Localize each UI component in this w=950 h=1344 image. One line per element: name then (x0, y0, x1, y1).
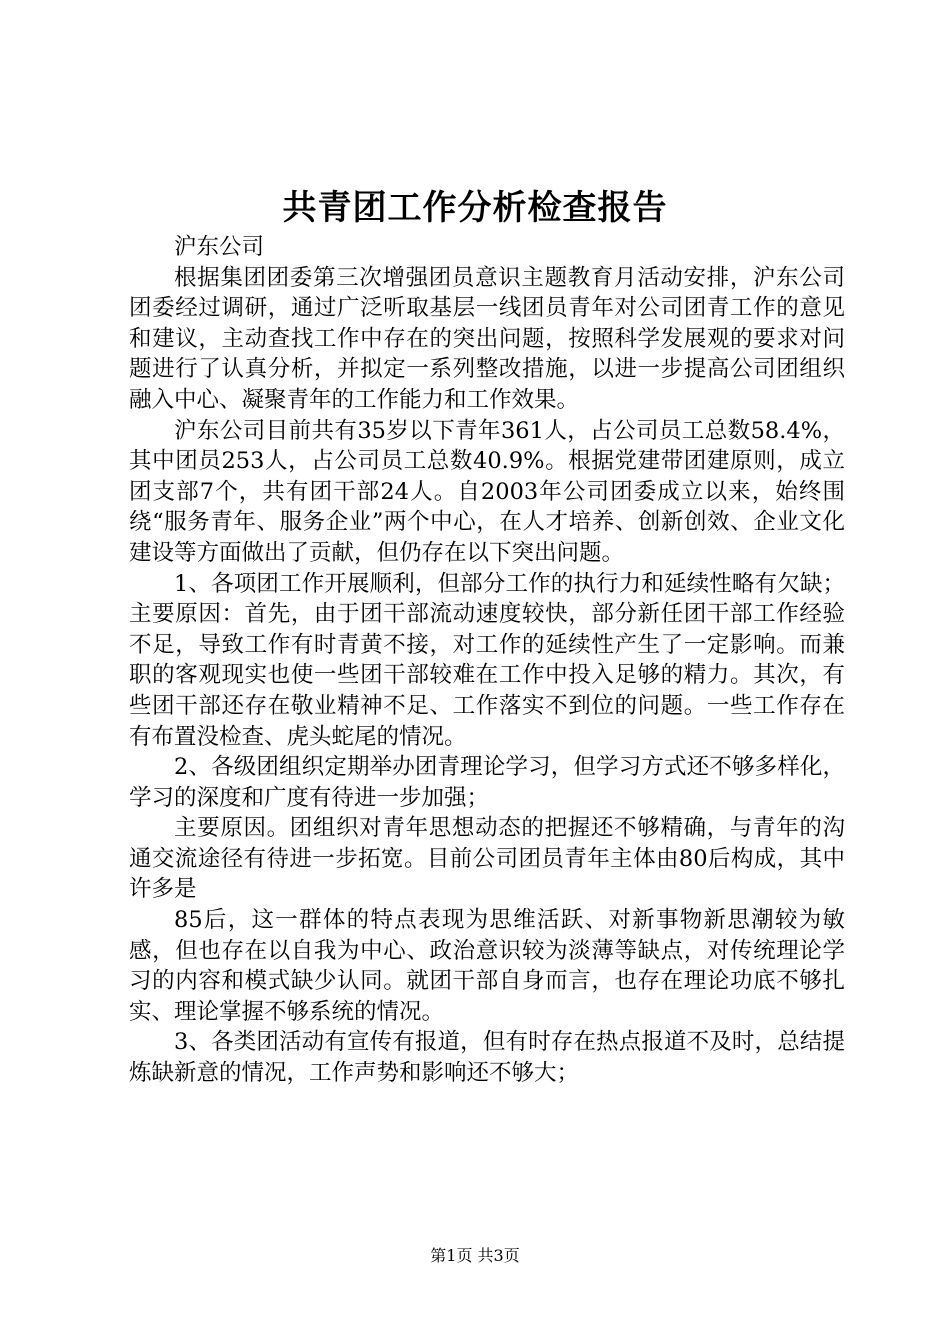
paragraph-issue-3: 3、各类团活动有宣传有报道，但有时存在热点报道不及时，总结提炼缺新意的情况，工作声势和影响还不够大； (129, 1029, 845, 1087)
paragraph-intro: 根据集团团委第三次增强团员意识主题教育月活动安排，沪东公司团委经过调研，通过广泛听取基层一线团员青年对公司团青工作的意见和建议，主动查找工作中存在的突出问题，按照科学发展观的要求对问题进行了认真分析，并拟定一系列整改措施，以进一步提高公司团组织融入中心、凝聚青年的工作能力和工作效果。 (129, 264, 845, 413)
document-title: 共青团工作分析检查报告 (282, 188, 668, 228)
paragraph-issue-1: 1、各项团工作开展顺利，但部分工作的执行力和延续性略有欠缺；主要原因：首先，由于团干部流动速度较快，部分新任团干部工作经验不足，导致工作有时青黄不接，对工作的延续性产生了一定影响。而兼职的客观现实也使一些团干部较难在工作中投入足够的精力。其次，有些团干部还存在敬业精神不足、工作落实不到位的问题。一些工作存在有布置没检查、虎头蛇尾的情况。 (129, 570, 845, 750)
paragraph-issue-2-detail: 85后，这一群体的特点表现为思维活跃、对新事物新思潮较为敏感，但也存在以自我为中心、政治意识较为淡薄等缺点，对传统理论学习的内容和模式缺少认同。就团干部自身而言，也存在理论功底不够扎实、理论掌握不够系统的情况。 (129, 907, 845, 1025)
paragraph-company: 沪东公司 (174, 234, 265, 260)
paragraph-overview: 沪东公司目前共有35岁以下青年361人，占公司员工总数58.4%，其中团员253人，占公司员工总数40.9%。根据党建带团建原则，成立团支部7个，共有团干部24人。自2003年公司团委成立以来，始终围绕“服务青年、服务企业”两个中心，在人才培养、创新创效、企业文化建设等方面做出了贡献，但仍存在以下突出问题。 (129, 417, 845, 566)
paragraph-issue-2-reason: 主要原因。团组织对青年思想动态的把握还不够精确，与青年的沟通交流途径有待进一步拓宽。目前公司团员青年主体由80后构成，其中许多是 (129, 815, 845, 903)
document-body (129, 232, 845, 1089)
page-footer: 第1页 共3页 (430, 1246, 520, 1265)
paragraph-issue-2: 2、各级团组织定期举办团青理论学习，但学习方式还不够多样化，学习的深度和广度有待进一步加强； (129, 754, 845, 811)
